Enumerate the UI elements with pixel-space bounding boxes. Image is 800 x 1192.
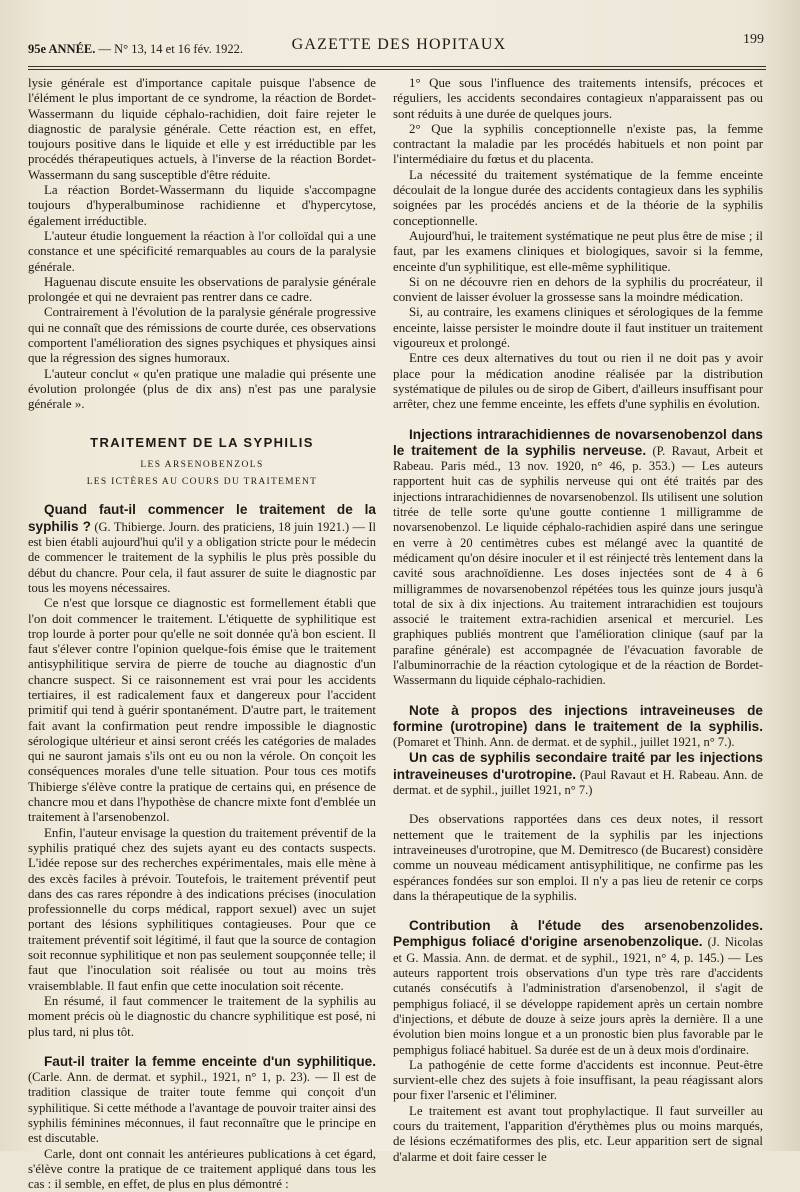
section-title: TRAITEMENT DE LA SYPHILIS (90, 434, 314, 450)
article-title: Injections intrarachidiennes de novarsenobenzol dans le traitement de la syphilis nerveuse. (393, 426, 763, 458)
article-title: Faut-il traiter la femme enceinte d'un syphilitique. (44, 1053, 376, 1069)
paragraph: Haguenau discute ensuite les observations de paralysie générale prolongée et qui ne devraient pas rentrer dans ce cadre. (28, 274, 376, 305)
paragraph: Contrairement à l'évolution de la paralysie générale progressive qui ne connaît que des rémissions de courte durée, ces observations comportent l'amélioration des signes psychiques et physiques ainsi que la régression des signes humoraux. (28, 305, 376, 366)
article-body: (Paul Ravaut et H. Rabeau. Ann. de dermat. et de syphil., juillet 1921, n° 7.) (393, 767, 763, 798)
article-body: (P. Ravaut, Arbeit et Rabeau. Paris méd., 13 nov. 1920, n° 46, p. 353.) — Les auteurs rapportent huit cas de syphilis nerveuse qui ont été traités par des injections intrarachidiennes de novarsenobenzol. Ils utilisent une solution titrée de telle sorte qu'une goutte contienne 1 milligramme de novarsenobenzol. Le liquide céphalo-rachidien aspiré dans une seringue en verre à 20 centimètres cubes est mélangé avec la quantité de médicament qu'on désire inoculer et il est réinjecté très lentement dans la cavité sous arachnoïdienne. Les doses injectées sont de 4 à 6 milligrammes de novarsenobenzol répétées tous les quinze jours jusqu'à total de six à dix injections. Au traitement intrarachidien est toujours associé le traitement extra-rachidien arsenical et mercuriel. Les graphiques publiés montrent que l'amélioration clinique (sauf par la parafine générale) est accompagnée de l'évacuation favorable de l'albuminorrachie de la réaction cytologique et de la réaction de Bordet-Wassermann du liquide céphalo-rachidien. (393, 443, 764, 688)
paragraph: La pathogénie de cette forme d'accidents est inconnue. Peut-être survient-elle chez des sujets à foie insuffisant, la peau réagissant alors pour fixer l'arsenic et l'éliminer. (393, 1057, 763, 1103)
page-header (28, 32, 770, 60)
article-title: Quand faut-il commencer le traitement de la syphilis ? (28, 502, 376, 534)
article-title: Un cas de syphilis secondaire traité par les injections intraveineuses d'urotropine. (393, 750, 763, 782)
article (28, 502, 376, 596)
paragraph: Le traitement est avant tout prophylactique. Il faut surveiller au cours du traitement, l'apparition d'érythèmes plus ou moins marqués, de lésions eczématiformes des plis, etc. Leur apparition sert de signal d'alarme et doit faire cesser le (393, 1103, 763, 1164)
article (28, 1054, 376, 1147)
article-body: (J. Nicolas et G. Massia. Ann. de dermat. et de syphil., 1921, n° 4, p. 145.) — Les auteurs rapportent trois observations d'un type très rare d'accidents cutanés consécutifs à l'administration d'arsenobenzol, il s'agit de pemphigus foliacé, il se développe rapidement après un certain nombre d'injections, et débute de douze à seize jours après la dernière. Il a une évolution bien moins longue et a un pronostic bien plus favorable par le pemphigus foliacé habituel. Sa durée est de un à deux mois d'ordinaire. (393, 935, 763, 1057)
spacer (393, 798, 763, 812)
paragraph: La nécessité du traitement systématique de la femme enceinte découlait de la longue durée des accidents contagieux dans les syphilis soignées par les procédés anciens et de la théorie de la syphilis conceptionnelle. (393, 167, 763, 228)
paragraph: En résumé, il faut commencer le traitement de la syphilis au moment précis où le diagnostic du chancre syphilitique est posé, ni plus tard, ni plus tôt. (28, 993, 376, 1039)
paragraph: Des observations rapportées dans ces deux notes, il ressort nettement que le traitement de la syphilis par les injections intraveineuses d'urotropine, que M. Demitresco (de Bucarest) considère comme un nouveau médicament antisyphilitique, ne confirme pas les espérances fondées sur son emploi. Il n'y a pas lieu de retenir ce corps dans la thérapeutique de la syphilis. (393, 812, 763, 903)
page-number: 199 (743, 32, 764, 47)
issue-number-date: — N° 13, 14 et 16 fév. 1922. (95, 42, 243, 56)
paragraph: L'auteur conclut « qu'en pratique une maladie qui présente une évolution prolongée (plus de dix ans) n'est pas une paralysie générale ». (28, 366, 376, 412)
article (393, 427, 763, 689)
article-title: Note à propos des injections intraveineuses de formine (urotropine) dans le traitement de la syphilis. (393, 702, 763, 734)
article-body: (Pomaret et Thinh. Ann. de dermat. et de syphil., juillet 1921, n° 7.). (393, 735, 735, 750)
article (393, 918, 763, 1058)
paragraph: lysie générale est d'importance capitale puisque l'absence de l'élément le plus important de ce syndrome, la réaction de Bordet-Wassermann du liquide céphalo-rachidien, doit faire rejeter le diagnostic de paralysie générale. Cette réaction est, en effet, toujours positive dans le liquide et elle y est irréductible par les procédés thérapeutiques actuels, à l'inverse de la réaction Bordet-Wassermann du sang susceptible d'être réduite. (28, 76, 376, 182)
section-subheading: LES ARSENOBENZOLS (140, 459, 264, 470)
paragraph: Carle, dont ont connait les antérieures publications à cet égard, s'élève contre la pratique de ce traitement appliqué dans tous les cas : il semble, en effet, de plus en plus démontré : (28, 1146, 376, 1192)
article-title: Contribution à l'étude des arsenobenzolides. Pemphigus foliacé d'origine arsenobenzolique. (393, 918, 763, 950)
paragraph: La réaction Bordet-Wassermann du liquide s'accompagne toujours d'hyperalbuminose rachidienne et d'hypercytose, également irréductible. (28, 183, 376, 228)
header-rule-second (28, 69, 766, 70)
paragraph: Ce n'est que lorsque ce diagnostic est formellement établi que l'on doit commencer le traitement. L'étiquette de syphilitique est trop lourde à porter pour qu'elle ne soit donnée qu'à bon escient. Il faut s'élever contre l'opinion quelque-fois émise que le traitement antisyphilitique servira de pierre de touche au diagnostic d'un chancre suspect. Si ce raisonnement est vrai pour les accidents tertiaires, il est radicalement faux et dangereux pour l'accident primitif qui tend à guérir spontanément. D'autre part, le traitement fait avant la confirmation peut rendre impossible le diagnostic sérologique ultérieur et ainsi seront créés les catégories de malades qui ne sauront jamais s'ils ont eu ou non la vérole. On conçoit les conséquences morales d'une telle situation. Pour tous ces motifs Thibierge s'élève contre la pratique de certains qui, en présence de chancre mou et dans l'hypothèse de chancre mixte font d'emblée un traitement à l'arsenobenzol. (28, 596, 376, 825)
paragraph: Si on ne découvre rien en dehors de la syphilis du procréateur, il convient de laisser évoluer la grossesse sans la moindre médication. (393, 274, 763, 305)
right-column (393, 76, 763, 1165)
paragraph: Aujourd'hui, le traitement systématique ne peut plus être de mise ; il faut, par les examens cliniques et biologiques, savoir si la femme, enceinte d'un syphilitique, est elle-même syphilitique. (393, 228, 763, 274)
journal-title: GAZETTE DES HOPITAUX (291, 36, 507, 53)
paragraph: L'auteur étudie longuement la réaction à l'or colloïdal qui a une constance et une spécificité remarquables au cours de la paralysie générale. (28, 228, 376, 274)
section-subheading: LES ICTÈRES AU COURS DU TRAITEMENT (86, 477, 318, 488)
issue-year: 95e ANNÉE. (28, 42, 96, 56)
header-rule (28, 66, 766, 67)
article-body: (G. Thibierge. Journ. des praticiens, 18 juin 1921.) — Il est bien établi aujourd'hui qu'il y a obligation stricte pour le médecin de commencer le traitement de la syphilis le plus près possible du début du chancre. Pour cela, il faut assurer de suite le diagnostic par tous les moyens nécessaires. (28, 519, 377, 595)
paragraph: 1° Que sous l'influence des traitements intensifs, précoces et réguliers, les accidents secondaires contagieux n'apparaissent pas ou sont réduits à une durée de quelques jours. (393, 76, 763, 121)
paragraph: Entre ces deux alternatives du tout ou rien il ne doit pas y avoir place pour la médication anodine réalisée par la distribution systématique de pilules ou de sirop de Gibert, d'ailleurs insuffisant pour arrêter, chez une femme enceinte, les effets d'une syphilis en évolution. (393, 351, 763, 412)
left-column (28, 76, 376, 1192)
paragraph: Si, au contraire, les examens cliniques et sérologiques de la femme enceinte, laisse persister le moindre doute il faut instituer un traitement vigoureux et prolongé. (393, 305, 763, 351)
paragraph: 2° Que la syphilis conceptionnelle n'existe pas, la femme contractant la maladie par les procédés habituels et non point par l'intermédiaire du fœtus et du placenta. (393, 121, 763, 167)
paragraph: Enfin, l'auteur envisage la question du traitement préventif de la syphilis pratiqué chez des sujets ayant eu des contacts suspects. L'idée repose sur des recherches expérimentales, mais elle mène à des excès faciles à prévoir. Toutefois, le traitement préventif peut dans des cas rares répondre à des indications précises (inoculation professionnelle du corps médical, rapport sexuel) avec un sujet portant des lésions syphilitiques contagieuses. Pour que ce traitement préventif soit légitimé, il faut que la source de contagion soit reconnue syphilitique et non pas seulement soupçonnée telle; il faut que l'inoculation soit réalisée ou tout au moins très vraisemblable. Il faut enfin que cette inoculation soit récente. (28, 825, 376, 993)
article-body: (Carle. Ann. de dermat. et syphil., 1921, n° 1, p. 23). — Il est de tradition classique de traiter toute femme qui conçoit d'un syphilitique. Si cette méthode a l'avantage de pouvoir traiter ainsi des syphilis féminines méconnues, il faut reconnaître que le principe en est discutable. (28, 1070, 376, 1146)
article (393, 750, 763, 798)
article (393, 703, 763, 751)
